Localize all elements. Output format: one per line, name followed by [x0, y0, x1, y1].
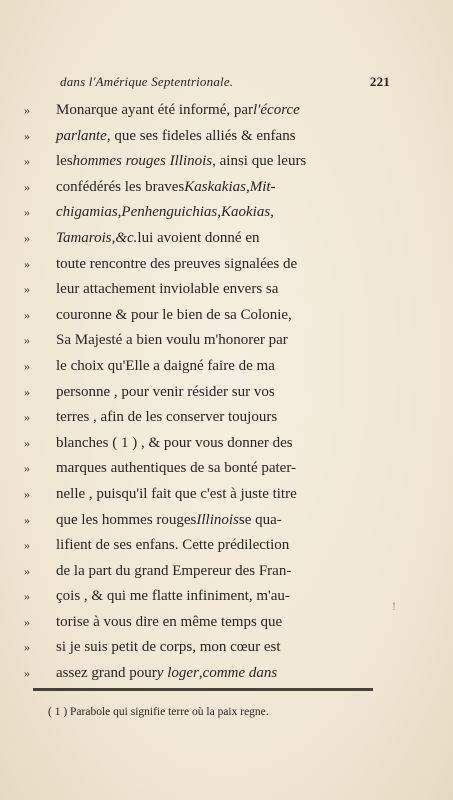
line-text: confédérés les braves: [56, 178, 185, 195]
line-text-italic: Tamarois: [56, 229, 112, 246]
line-text: terres , afin de les conserver toujours: [56, 409, 278, 426]
text-line: [24, 486, 404, 512]
quote-mark: »: [24, 282, 30, 297]
line-text-italic: l'écorce: [253, 102, 300, 118]
line-text: ,: [270, 204, 274, 221]
line-text-italic: Illinois: [196, 511, 239, 528]
line-text: blanches ( 1 ) , & pour vous donner des: [56, 434, 293, 451]
line-text: ,: [245, 178, 250, 195]
quote-mark: »: [24, 307, 30, 322]
footnote-rule: [33, 688, 373, 691]
quote-mark: »: [24, 410, 30, 425]
line-text: assez grand pour: [56, 665, 157, 682]
line-text: çois , & qui me flatte infiniment, m'au-: [56, 588, 290, 605]
line-text-italic: Mit-: [249, 178, 276, 195]
quote-mark: »: [24, 435, 30, 450]
quote-mark: »: [24, 333, 30, 348]
text-line: [24, 588, 404, 614]
text-line: [24, 153, 404, 179]
quote-mark: »: [24, 256, 30, 271]
quote-mark: »: [24, 128, 30, 143]
text-line: [24, 102, 404, 128]
text-line: [24, 512, 404, 538]
line-text-italic: chigamias: [56, 204, 118, 221]
line-text: nelle , puisqu'il fait que c'est à juste titre: [56, 485, 297, 502]
quote-mark: »: [24, 538, 30, 553]
line-text: lifient de ses enfans. Cette prédilection: [56, 537, 290, 554]
quote-mark: »: [24, 384, 30, 399]
quote-mark: »: [24, 486, 30, 501]
quote-mark: »: [24, 179, 30, 194]
line-text-italic: hommes rouges Illinois: [72, 153, 213, 170]
text-line: [24, 639, 404, 665]
line-text: personne , pour venir résider sur vos: [56, 383, 275, 400]
line-text: si je suis petit de corps, mon cœur est: [56, 639, 281, 656]
line-text: ,: [198, 665, 203, 682]
line-text: , ainsi que leurs: [212, 153, 307, 170]
margin-mark: !: [392, 602, 397, 613]
text-line: [24, 563, 404, 589]
line-text: lui avoient donné en: [137, 229, 260, 246]
text-line: [24, 384, 404, 410]
line-text-italic: parlante: [56, 127, 107, 144]
quote-mark: »: [24, 614, 30, 629]
text-line: [24, 230, 404, 256]
text-line: [24, 358, 404, 384]
text-line: [24, 204, 404, 230]
text-line: [24, 665, 404, 691]
line-text-italic: &c.: [115, 229, 138, 246]
line-text-italic: Penhenguichias: [121, 204, 218, 221]
line-text: torise à vous dire en même temps que: [56, 613, 283, 630]
quote-mark: »: [24, 103, 30, 117]
text-line: [24, 307, 404, 333]
text-line: [24, 128, 404, 154]
quote-mark: »: [24, 563, 30, 578]
quote-mark: »: [24, 666, 30, 681]
line-text: leur attachement inviolable envers sa: [56, 281, 279, 298]
footnote: ( 1 ) Parabole qui signifie terre où la paix regne.: [48, 706, 269, 718]
running-title: dans l'Amérique Septentrionale.: [60, 74, 234, 89]
line-text: couronne & pour le bien de sa Colonie,: [56, 306, 292, 323]
quote-mark: »: [24, 358, 30, 373]
text-line: [24, 537, 404, 563]
line-text: toute rencontre des preuves signalées de: [56, 255, 298, 272]
quote-mark: »: [24, 230, 30, 245]
line-text: de la part du grand Empereur des Fran-: [56, 562, 292, 579]
quote-mark: »: [24, 154, 30, 169]
text-line: [24, 256, 404, 282]
line-text-italic: Kaskakias: [184, 178, 246, 195]
line-text-italic: y loger: [156, 665, 199, 682]
line-text: se qua-: [238, 511, 282, 528]
quote-mark: »: [24, 640, 30, 655]
text-line: [24, 179, 404, 205]
text-line: [24, 409, 404, 435]
running-header: [60, 74, 390, 90]
quote-mark: »: [24, 589, 30, 604]
body-text: [24, 102, 404, 691]
quote-mark: »: [24, 512, 30, 527]
line-text: ,: [217, 204, 221, 221]
text-line: [24, 332, 404, 358]
line-text-italic: comme dans: [202, 665, 278, 682]
line-text: ,: [117, 204, 122, 221]
line-text: Sa Majesté a bien voulu m'honorer par: [56, 332, 288, 349]
quote-mark: »: [24, 461, 30, 476]
line-text: ,: [111, 229, 116, 246]
page-number: 221: [369, 74, 390, 89]
line-text: les: [56, 153, 73, 170]
text-line: [24, 281, 404, 307]
quote-mark: »: [24, 205, 30, 220]
line-text: , que ses fideles alliés & enfans: [106, 127, 296, 144]
line-text: que les hommes rouges: [56, 511, 197, 528]
line-text: marques authentiques de sa bonté pater-: [56, 460, 297, 477]
text-line: [24, 460, 404, 486]
line-text: le choix qu'Elle a daigné faire de ma: [56, 357, 275, 374]
text-line: [24, 614, 404, 640]
line-text: Monarque ayant été informé, par: [56, 102, 253, 118]
line-text-italic: Kaokias: [220, 204, 271, 221]
text-line: [24, 435, 404, 461]
